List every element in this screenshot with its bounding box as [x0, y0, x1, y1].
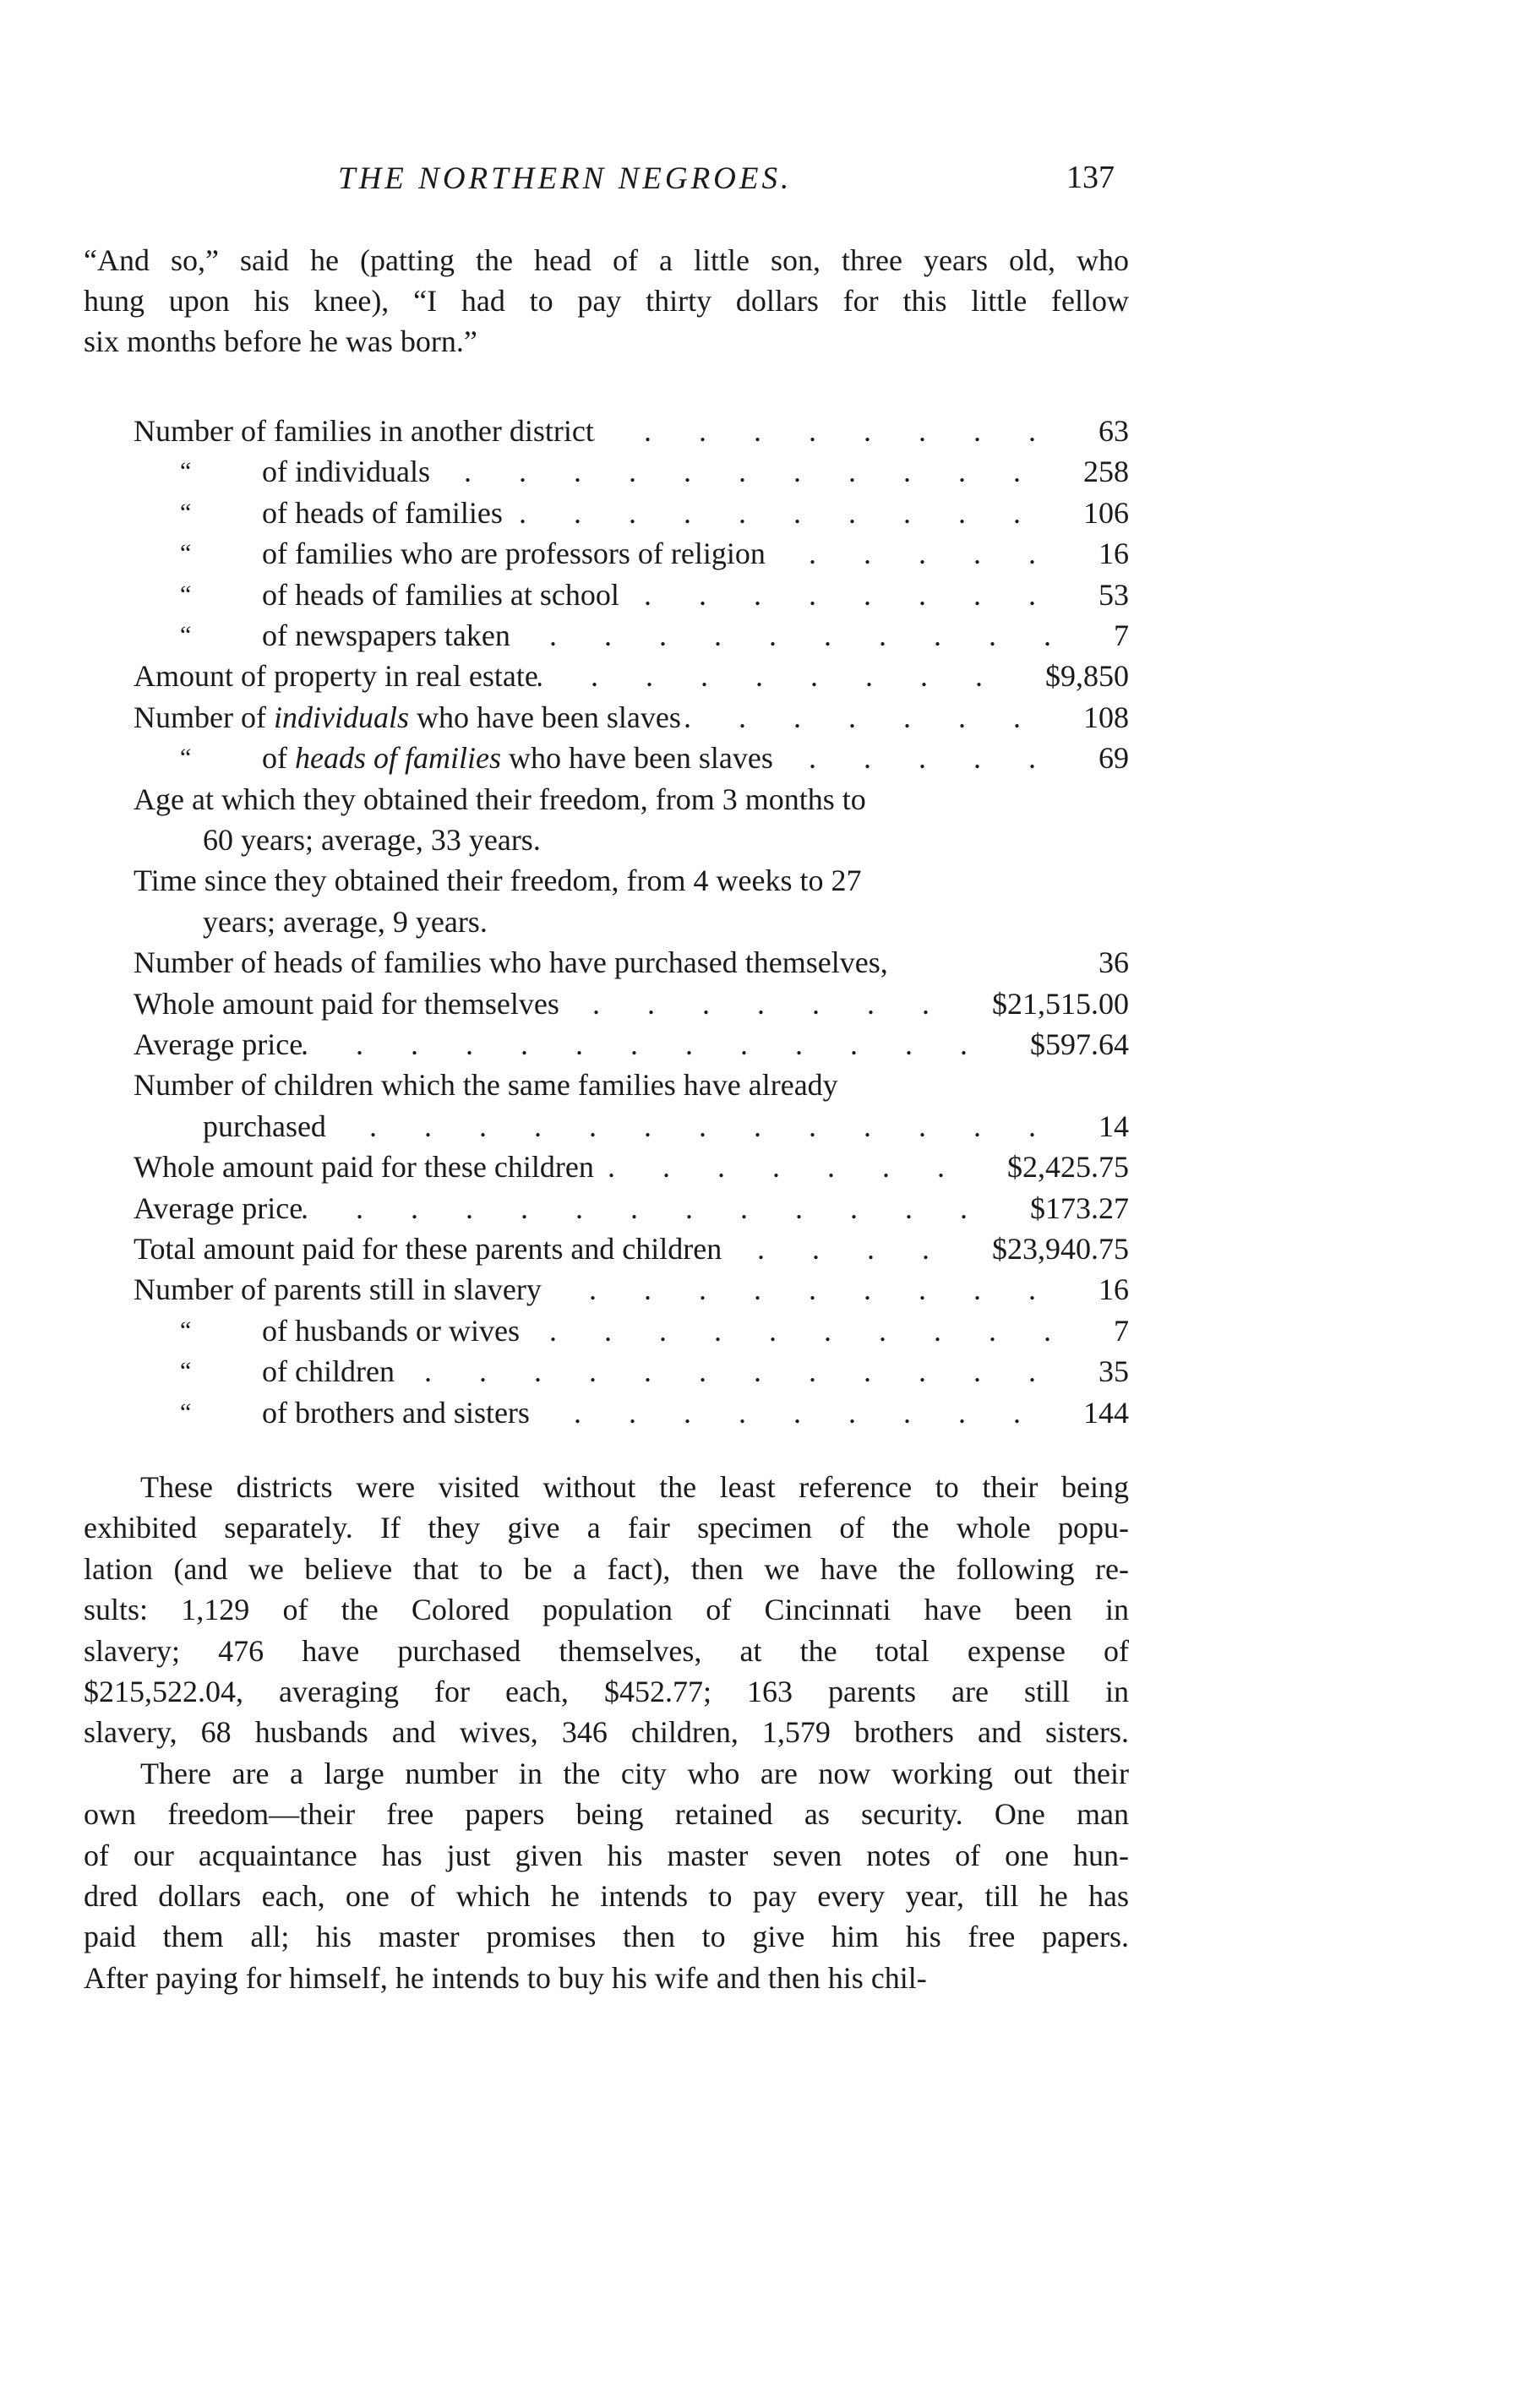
row-value: 7 — [1114, 618, 1129, 652]
row-value: 108 — [1083, 700, 1129, 734]
row-label: of individuals — [262, 455, 430, 489]
row-value: 69 — [1098, 741, 1129, 776]
dot-leader — [520, 1310, 1114, 1351]
ditto-mark: “ — [180, 498, 192, 526]
dot-leader — [326, 1106, 1098, 1147]
row-label: purchased — [203, 1109, 326, 1143]
row-value: 63 — [1098, 414, 1129, 448]
row-label: Number of families in another district — [134, 414, 594, 448]
label-text: Number of — [134, 700, 274, 734]
paragraph-line: There are a large number in the city who are now working out their — [140, 1756, 1129, 1790]
paragraph-line: sults: 1,129 of the Colored population of Cincinnati have been in — [84, 1593, 1129, 1627]
dot-leader — [395, 1351, 1098, 1392]
table-row — [134, 656, 1129, 696]
table-row — [134, 820, 1129, 860]
dot-leader — [773, 738, 1098, 778]
dot-leader — [681, 697, 1083, 738]
row-label: of brothers and sisters — [262, 1395, 530, 1430]
ditto-mark: “ — [180, 1357, 192, 1386]
table-row — [134, 697, 1129, 738]
dot-leader — [888, 942, 1098, 983]
dot-leader — [722, 1229, 992, 1269]
row-value: 7 — [1114, 1313, 1129, 1348]
ditto-mark: “ — [180, 580, 192, 608]
table-row — [134, 575, 1129, 615]
dot-leader — [303, 1024, 1030, 1065]
row-label — [262, 738, 773, 778]
table-row — [134, 738, 1129, 778]
label-text: who have been slaves — [500, 741, 773, 776]
row-value: $21,515.00 — [992, 986, 1129, 1021]
row-label: Age at which they obtained their freedom, from 3 months to — [134, 782, 866, 816]
row-value: 258 — [1083, 455, 1129, 489]
ditto-mark: “ — [180, 744, 192, 772]
running-title: THE NORTHERN NEGROES. — [338, 161, 793, 196]
row-label: 60 years; average, 33 years. — [203, 823, 541, 857]
paragraph-line: These districts were visited without the least reference to their being — [140, 1470, 1129, 1504]
row-value: $597.64 — [1030, 1027, 1129, 1061]
dot-leader — [538, 656, 1045, 696]
table-row — [134, 779, 1129, 820]
row-label: Whole amount paid for these children — [134, 1150, 594, 1185]
paragraph-line: slavery, 68 husbands and wives, 346 children, 1,579 brothers and sisters. — [84, 1715, 1129, 1750]
row-label: Time since they obtained their freedom, from 4 weeks to 27 — [134, 864, 862, 898]
row-value: 36 — [1098, 945, 1129, 980]
row-value: 53 — [1098, 577, 1129, 612]
row-label: of heads of families — [262, 495, 503, 530]
row-value: 144 — [1083, 1395, 1129, 1430]
table-row — [134, 1310, 1129, 1351]
table-row — [134, 1351, 1129, 1392]
paragraph-line: lation (and we believe that to be a fact), then we have the following re- — [84, 1551, 1129, 1586]
row-label: of heads of families at school — [262, 577, 619, 612]
ditto-mark: “ — [180, 1316, 192, 1344]
paragraph-line: exhibited separately. If they give a fair specimen of the whole popu- — [84, 1511, 1129, 1545]
paragraph-line: $215,522.04, averaging for each, $452.77; 163 parents are still in — [84, 1675, 1129, 1708]
dot-leader — [430, 451, 1083, 492]
intro-line: six months before he was born.” — [84, 324, 477, 358]
row-value: $173.27 — [1030, 1190, 1129, 1225]
label-emphasis: heads of families — [295, 741, 501, 776]
page-number: 137 — [1066, 160, 1115, 195]
row-label: of families who are professors of religion — [262, 537, 766, 571]
row-label: Whole amount paid for themselves — [134, 986, 559, 1021]
row-value: 16 — [1098, 1272, 1129, 1307]
dot-leader — [594, 411, 1098, 451]
table-row — [134, 1229, 1129, 1269]
row-value: 14 — [1098, 1109, 1129, 1143]
ditto-mark: “ — [180, 1397, 192, 1426]
ditto-mark: “ — [180, 539, 192, 568]
row-label: Number of children which the same families have already — [134, 1068, 838, 1103]
label-text: of — [262, 741, 295, 776]
dot-leader — [503, 493, 1083, 533]
row-label: of husbands or wives — [262, 1313, 520, 1348]
row-label: of children — [262, 1354, 395, 1389]
paragraph-line: of our acquaintance has just given his master seven notes of one hun- — [84, 1838, 1129, 1872]
table-row — [134, 902, 1129, 942]
dot-leader — [303, 1188, 1030, 1229]
label-text: who have been slaves — [408, 700, 681, 734]
paragraph-line: dred dollars each, one of which he intends to pay every year, till he has — [84, 1879, 1129, 1913]
row-value: $2,425.75 — [1007, 1150, 1129, 1185]
dot-leader — [619, 575, 1098, 615]
intro-line: hung upon his knee), “I had to pay thirty dollars for this little fellow — [84, 284, 1129, 318]
row-label — [134, 697, 681, 738]
label-emphasis: individuals — [273, 700, 409, 734]
paragraph-line: slavery; 476 have purchased themselves, at the total expense of — [84, 1633, 1129, 1668]
row-label: Average price — [134, 1190, 303, 1225]
row-value: 16 — [1098, 537, 1129, 571]
row-value: $23,940.75 — [992, 1232, 1129, 1266]
dot-leader — [542, 1269, 1098, 1310]
dot-leader — [530, 1392, 1083, 1433]
row-label: Total amount paid for these parents and children — [134, 1232, 722, 1266]
table-row — [134, 533, 1129, 574]
row-value: $9,850 — [1045, 659, 1129, 694]
table-row — [134, 493, 1129, 533]
row-label: Number of parents still in slavery — [134, 1272, 542, 1307]
row-value: 106 — [1083, 495, 1129, 530]
dot-leader — [510, 615, 1114, 656]
dot-leader — [766, 533, 1098, 574]
row-label: of newspapers taken — [262, 618, 510, 652]
dot-leader — [559, 983, 992, 1024]
row-label: Amount of property in real estate — [134, 659, 538, 694]
paragraph-line: own freedom—their free papers being retained as security. One man — [84, 1797, 1129, 1832]
dot-leader — [594, 1147, 1007, 1187]
table-row — [134, 1024, 1129, 1065]
ditto-mark: “ — [180, 621, 192, 649]
row-value: 35 — [1098, 1354, 1129, 1389]
table-row — [134, 411, 1129, 451]
intro-line: “And so,” said he (patting the head of a little son, three years old, who — [84, 243, 1129, 277]
table-row — [134, 860, 1129, 901]
row-label: years; average, 9 years. — [203, 904, 488, 939]
table-row — [134, 1188, 1129, 1229]
table-row — [134, 1392, 1129, 1433]
table-row — [134, 983, 1129, 1024]
table-row — [134, 451, 1129, 492]
table-row — [134, 1147, 1129, 1187]
table-row — [134, 615, 1129, 656]
row-label: Average price — [134, 1027, 303, 1061]
paragraph-line: paid them all; his master promises then to give him his free papers. — [84, 1920, 1129, 1954]
table-row — [134, 942, 1129, 983]
table-row — [134, 1106, 1129, 1147]
row-label: Number of heads of families who have purchased themselves, — [134, 945, 888, 980]
table-row — [134, 1269, 1129, 1310]
table-row — [134, 1065, 1129, 1105]
ditto-mark: “ — [180, 457, 192, 486]
paragraph-line: After paying for himself, he intends to buy his wife and then his chil- — [84, 1960, 927, 1995]
